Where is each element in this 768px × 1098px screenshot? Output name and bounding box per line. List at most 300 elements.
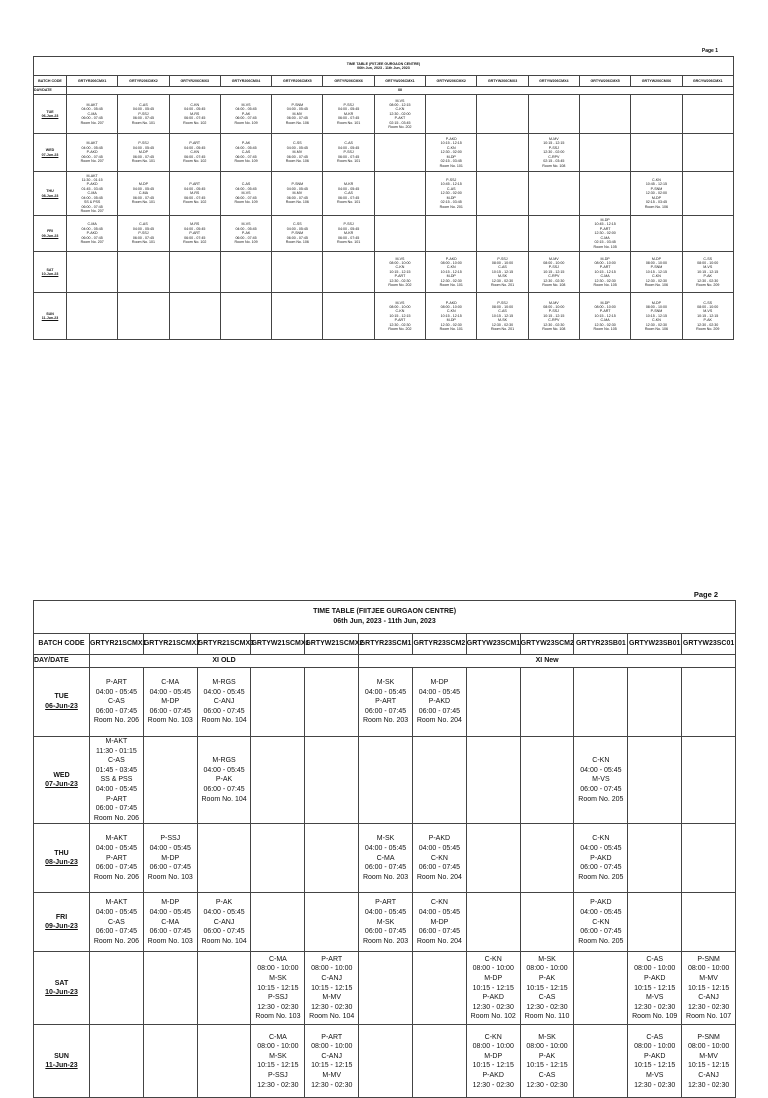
- schedule-line: M-MV: [292, 111, 303, 116]
- schedule-line: Room No. 202: [388, 327, 412, 332]
- schedule-cell: [359, 737, 413, 824]
- schedule-cell: [579, 216, 630, 252]
- schedule-cell: [520, 668, 574, 737]
- schedule-line: P-SNM: [291, 231, 304, 236]
- timetable-table: [33, 600, 736, 1098]
- day-date: 08-Jun-23: [45, 859, 78, 867]
- title-line-2: 06th Jun, 2023 - 11th Jun, 2023: [333, 618, 436, 625]
- schedule-line: 06:00 - 07:45: [235, 116, 257, 121]
- schedule-cell: [466, 1025, 520, 1098]
- schedule-line: 08:00 - 10:00: [389, 304, 411, 309]
- schedule-cell: [466, 668, 520, 737]
- schedule-line: C-MA: [600, 235, 610, 240]
- day-date: 08-Jun-23: [41, 193, 59, 198]
- day-cell: [34, 952, 90, 1025]
- schedule-line: Room No. 107: [686, 1013, 732, 1021]
- schedule-line: 12:30 - 02:30: [311, 1003, 353, 1011]
- table-row: [34, 216, 734, 252]
- schedule-line: C-KN: [446, 145, 456, 150]
- schedule-cell: [574, 1025, 628, 1098]
- schedule-cell: [682, 134, 733, 172]
- schedule-cell: [520, 893, 574, 952]
- schedule-line: 08:00 - 10:00: [472, 965, 514, 973]
- schedule-line: 10:15 - 12:15: [634, 984, 676, 992]
- title-line-1: TIME TABLE (FIITJEE GURGAON CENTRE): [313, 608, 457, 616]
- day-date-label: DAY/DATE: [34, 87, 67, 95]
- schedule-line: Room No. 106: [285, 120, 309, 125]
- schedule-line: C-SS: [703, 256, 713, 261]
- schedule-line: 06:00 - 07:45: [81, 235, 103, 240]
- group-label-left: XI OLD: [90, 655, 359, 668]
- schedule-line: C-AS: [108, 698, 125, 706]
- schedule-line: P-AKD: [445, 256, 457, 261]
- timetable-page-1: [0, 0, 768, 520]
- schedule-line: M-DP: [161, 698, 180, 706]
- timetable-page-2: [0, 590, 768, 1089]
- schedule-line: Room No. 209: [696, 283, 720, 288]
- schedule-cell: [477, 216, 528, 252]
- schedule-cell: [143, 893, 197, 952]
- day-date: 06-Jun-23: [45, 703, 78, 710]
- schedule-line: C-MA: [138, 191, 149, 196]
- schedule-line: 12:30 - 02:30: [594, 278, 616, 283]
- batch-code: GRTYR21SCMX1: [90, 634, 144, 655]
- schedule-line: M-VS: [645, 994, 664, 1002]
- schedule-line: C-KN: [484, 1033, 502, 1041]
- batch-code: GRTYW23SCM2: [520, 634, 574, 655]
- schedule-line: 06:00 - 07:45: [364, 864, 407, 872]
- day-name: SAT: [46, 267, 54, 272]
- schedule-cell: [272, 293, 323, 340]
- schedule-cell: [631, 172, 682, 216]
- schedule-line: Room No. 103: [255, 1013, 301, 1021]
- batch-code: GRCYW206CMX1: [682, 76, 733, 87]
- schedule-line: Room No. 201: [490, 283, 515, 288]
- schedule-line: 04:00 - 05:45: [580, 844, 622, 852]
- schedule-cell: [412, 737, 466, 824]
- schedule-line: C-RPV: [548, 318, 560, 323]
- schedule-line: 08:00 - 10:00: [687, 965, 730, 973]
- schedule-line: 08:00 - 10:00: [697, 260, 719, 265]
- schedule-cell: [374, 216, 425, 252]
- schedule-line: C-SS: [703, 300, 713, 305]
- schedule-line: M-DP: [651, 256, 661, 261]
- schedule-line: 04:00 - 05:45: [132, 107, 155, 112]
- schedule-line: P-AKD: [590, 854, 612, 862]
- schedule-cell: [197, 1025, 251, 1098]
- schedule-line: 10:15 - 12:15: [472, 984, 514, 992]
- schedule-cell: [90, 824, 144, 893]
- day-cell: [34, 668, 90, 737]
- schedule-line: 08:00 - 10:00: [687, 1043, 730, 1051]
- schedule-line: C-AS: [241, 182, 251, 187]
- schedule-line: 10:15 - 12:15: [645, 269, 667, 274]
- schedule-line: Room No. 205: [578, 937, 624, 945]
- batch-code: GRTYW23SCM1: [466, 634, 520, 655]
- schedule-cell: [90, 1025, 144, 1098]
- schedule-line: M-DP: [430, 679, 449, 687]
- schedule-line: 06:00 - 07:45: [184, 154, 206, 159]
- schedule-cell: [528, 95, 579, 134]
- schedule-cell: [251, 893, 305, 952]
- schedule-cell: [143, 737, 197, 824]
- schedule-cell: [412, 893, 466, 952]
- schedule-line: 06:00 - 07:45: [81, 204, 103, 209]
- schedule-line: 10:15 - 12:15: [687, 1062, 730, 1070]
- schedule-line: 04:00 - 05:45: [418, 908, 461, 916]
- day-cell: [34, 172, 67, 216]
- schedule-cell: [579, 95, 630, 134]
- group-label-right: XII: [67, 87, 734, 95]
- schedule-line: 06:00 - 07:45: [235, 235, 257, 240]
- schedule-line: 04:00 - 05:45: [149, 844, 191, 852]
- batch-code: GRTYW23SB01: [628, 634, 682, 655]
- schedule-line: 08:00 - 10:00: [697, 304, 719, 309]
- schedule-line: Room No. 203: [362, 937, 409, 945]
- schedule-cell: [682, 737, 736, 824]
- schedule-line: P-AKD: [643, 974, 666, 982]
- schedule-line: M-SK: [376, 835, 395, 843]
- schedule-line: C-MA: [87, 111, 97, 116]
- schedule-cell: [90, 737, 144, 824]
- schedule-line: 04:00 - 05:45: [235, 226, 257, 231]
- schedule-line: M-DP: [484, 1052, 503, 1060]
- schedule-line: P-ART: [375, 899, 396, 907]
- schedule-line: C-KN: [592, 918, 610, 926]
- schedule-line: 12:30 - 02:30: [491, 278, 514, 283]
- schedule-line: 12:30 - 02:00: [440, 191, 462, 196]
- schedule-line: 04:00 - 05:45: [338, 145, 360, 150]
- schedule-line: M-DP: [161, 899, 180, 907]
- schedule-line: 04:00 - 05:45: [149, 908, 191, 916]
- batch-code: GRTYR21SCMX3: [197, 634, 251, 655]
- schedule-line: 12:30 - 02:30: [257, 1081, 299, 1089]
- day-cell: [34, 737, 90, 824]
- schedule-line: 10:15 - 12:15: [440, 141, 462, 146]
- batch-code: GRTYW206CMX6: [631, 76, 682, 87]
- batch-code: GRTYR23SCM2: [412, 634, 466, 655]
- schedule-line: 04:00 - 05:45: [132, 226, 155, 231]
- schedule-line: 10:15 - 12:15: [687, 984, 730, 992]
- schedule-line: 08:00 - 12:15: [389, 102, 411, 107]
- schedule-line: P-AKD: [428, 835, 451, 843]
- schedule-line: 04:00 - 05:45: [81, 226, 103, 231]
- day-name: SAT: [54, 979, 69, 987]
- schedule-line: 04:00 - 05:45: [338, 226, 360, 231]
- batch-code-label: BATCH CODE: [34, 634, 90, 655]
- batch-code: GRTYW206CMX5: [579, 76, 630, 87]
- group-row: [34, 655, 736, 668]
- schedule-line: P-SNM: [291, 102, 304, 107]
- page-number: Page 2: [693, 590, 718, 599]
- schedule-line: 04:00 - 05:45: [95, 785, 138, 793]
- schedule-line: 08:00 - 10:00: [440, 260, 462, 265]
- schedule-cell: [359, 893, 413, 952]
- schedule-cell: [466, 737, 520, 824]
- page-number: Page 1: [701, 48, 718, 54]
- schedule-line: C-MA: [161, 918, 180, 926]
- schedule-line: 04:00 - 05:45: [81, 195, 103, 200]
- schedule-line: 08:00 - 10:00: [257, 1043, 299, 1051]
- schedule-line: P-ART: [394, 274, 406, 279]
- schedule-line: 08:00 - 10:00: [389, 260, 411, 265]
- schedule-line: P-AK: [538, 974, 556, 982]
- schedule-line: P-SSJ: [343, 102, 354, 107]
- schedule-line: C-AS: [108, 757, 125, 765]
- schedule-line: M-SK: [538, 955, 556, 963]
- schedule-line: 06:00 - 07:45: [235, 195, 257, 200]
- schedule-line: Room No. 109: [234, 240, 258, 245]
- schedule-line: 04:00 - 05:45: [364, 908, 407, 916]
- schedule-line: Room No. 102: [183, 200, 207, 205]
- schedule-line: Room No. 103: [147, 873, 193, 881]
- schedule-line: M-DP: [446, 274, 456, 279]
- schedule-cell: [272, 95, 323, 134]
- schedule-line: M-DP: [430, 918, 449, 926]
- schedule-line: Room No. 106: [285, 240, 309, 245]
- group-row: [34, 87, 734, 95]
- day-cell: [34, 252, 67, 293]
- schedule-line: 12:30 - 02:30: [491, 322, 514, 327]
- schedule-line: P-AKD: [482, 1071, 504, 1079]
- schedule-line: Room No. 101: [337, 120, 361, 125]
- schedule-line: C-AS: [108, 918, 125, 926]
- schedule-line: C-ANJ: [321, 1052, 343, 1060]
- schedule-line: 04:00 - 05:45: [235, 107, 257, 112]
- schedule-line: Room No. 108: [542, 163, 566, 168]
- schedule-line: 06:00 - 07:45: [286, 154, 308, 159]
- schedule-line: C-MA: [600, 318, 610, 323]
- schedule-line: Room No. 110: [524, 1013, 570, 1021]
- schedule-line: Room No. 101: [337, 240, 361, 245]
- table-row: [34, 824, 736, 893]
- schedule-cell: [628, 737, 682, 824]
- schedule-line: 08:00 - 10:00: [645, 260, 667, 265]
- schedule-line: P-SSJ: [497, 300, 508, 305]
- day-name: WED: [53, 771, 70, 779]
- schedule-line: C-MA: [161, 679, 180, 687]
- schedule-cell: [169, 134, 220, 172]
- schedule-line: Room No. 109: [234, 120, 258, 125]
- schedule-line: 06:00 - 07:45: [149, 864, 191, 872]
- schedule-line: 10:15 - 12:15: [526, 984, 568, 992]
- schedule-line: P-AK: [215, 899, 233, 907]
- schedule-line: 10:45 - 12:15: [440, 182, 462, 187]
- schedule-line: Room No. 104: [201, 937, 247, 945]
- schedule-line: P-SSJ: [138, 141, 149, 146]
- schedule-line: 06:00 - 07:45: [95, 707, 138, 715]
- schedule-line: 04:00 - 05:45: [81, 145, 103, 150]
- schedule-line: M-DP: [484, 974, 503, 982]
- schedule-cell: [374, 134, 425, 172]
- schedule-line: 12:30 - 02:30: [389, 278, 411, 283]
- schedule-cell: [305, 737, 359, 824]
- schedule-line: 01:45 - 03:45: [81, 186, 103, 191]
- schedule-line: P-SNM: [650, 265, 663, 270]
- schedule-line: 04:00 - 05:45: [132, 145, 155, 150]
- day-date: 07-Jun-23: [41, 152, 59, 157]
- schedule-line: Room No. 201: [490, 327, 515, 332]
- schedule-line: C-RPV: [548, 274, 560, 279]
- schedule-cell: [197, 824, 251, 893]
- schedule-cell: [628, 824, 682, 893]
- schedule-line: 06:00 - 07:45: [132, 195, 155, 200]
- schedule-cell: [412, 824, 466, 893]
- schedule-line: C-MA: [268, 1033, 287, 1041]
- schedule-line: P-SSJ: [446, 178, 457, 183]
- table-row: [34, 952, 736, 1025]
- schedule-line: 02:15 - 03:45: [440, 159, 462, 164]
- schedule-cell: [466, 893, 520, 952]
- schedule-line: 12:30 - 02:30: [697, 278, 719, 283]
- schedule-line: 04:00 - 05:45: [149, 688, 191, 696]
- batch-header-row: [34, 76, 734, 87]
- schedule-line: M-RGS: [212, 757, 236, 765]
- schedule-cell: [426, 252, 477, 293]
- day-cell: [34, 216, 67, 252]
- schedule-line: 08:00 - 10:00: [594, 304, 616, 309]
- schedule-line: 04:00 - 05:45: [184, 145, 206, 150]
- schedule-cell: [426, 293, 477, 340]
- day-name: THU: [54, 849, 69, 857]
- schedule-cell: [251, 952, 305, 1025]
- schedule-line: 12:30 - 02:30: [697, 322, 719, 327]
- schedule-line: 10:15 - 12:15: [645, 313, 667, 318]
- schedule-line: 02:15 - 03:45: [645, 200, 667, 205]
- schedule-cell: [631, 134, 682, 172]
- schedule-line: M-AKT: [105, 738, 128, 745]
- schedule-line: C-AS: [538, 1071, 556, 1079]
- schedule-line: C-AS: [498, 265, 507, 270]
- schedule-line: 06:00 - 07:45: [184, 235, 206, 240]
- schedule-line: Room No. 101: [439, 163, 463, 168]
- schedule-line: P-SSJ: [138, 231, 149, 236]
- schedule-cell: [251, 737, 305, 824]
- schedule-line: P-AK: [215, 776, 233, 784]
- schedule-line: 12:30 - 02:30: [645, 278, 667, 283]
- schedule-line: Room No. 109: [234, 200, 258, 205]
- schedule-line: M-MV: [699, 974, 718, 982]
- schedule-line: 10:15 - 12:15: [543, 313, 565, 318]
- schedule-line: 12:30 - 02:30: [594, 322, 616, 327]
- schedule-line: 06:00 - 07:45: [338, 195, 360, 200]
- batch-code: GRTYW23SC01: [682, 634, 736, 655]
- schedule-cell: [412, 668, 466, 737]
- schedule-cell: [374, 95, 425, 134]
- schedule-line: Room No. 101: [131, 240, 156, 245]
- batch-code: GRTYW206CMX2: [426, 76, 477, 87]
- schedule-cell: [682, 824, 736, 893]
- schedule-line: M-VS: [395, 256, 405, 261]
- schedule-line: 10:45 - 12:15: [645, 182, 667, 187]
- schedule-line: 08:00 - 10:00: [440, 304, 462, 309]
- schedule-cell: [143, 1025, 197, 1098]
- schedule-line: C-AS: [498, 309, 507, 314]
- schedule-cell: [579, 172, 630, 216]
- schedule-line: 04:00 - 05:45: [286, 145, 308, 150]
- schedule-line: P-SSJ: [548, 145, 559, 150]
- schedule-cell: [579, 252, 630, 293]
- schedule-line: P-ART: [189, 182, 201, 187]
- schedule-line: 08:00 - 10:00: [594, 260, 616, 265]
- day-date-label: DAY/DATE: [34, 655, 90, 668]
- schedule-line: 06:00 - 07:45: [184, 116, 206, 121]
- schedule-cell: [466, 952, 520, 1025]
- day-cell: [34, 293, 67, 340]
- schedule-line: 06:00 - 07:45: [184, 195, 206, 200]
- schedule-line: P-AK: [538, 1052, 556, 1060]
- schedule-line: 10:15 - 12:15: [472, 1062, 514, 1070]
- schedule-line: 06:00 - 07:45: [149, 707, 191, 715]
- schedule-line: Room No. 101: [337, 200, 361, 205]
- schedule-line: C-MA: [376, 854, 395, 862]
- schedule-line: C-KN: [484, 955, 502, 963]
- schedule-line: 08:00 - 10:00: [257, 965, 299, 973]
- table-title: [34, 601, 736, 634]
- group-label-right: XI New: [359, 655, 736, 668]
- schedule-line: 10:15 - 12:15: [697, 269, 719, 274]
- schedule-line: P-SNM: [697, 955, 720, 963]
- batch-code: GRTYR206CMX6: [323, 76, 374, 87]
- schedule-line: 04:00 - 05:45: [95, 908, 138, 916]
- schedule-line: P-AK: [241, 231, 251, 236]
- schedule-line: Room No. 103: [147, 717, 193, 725]
- schedule-line: C-AS: [344, 141, 353, 146]
- schedule-line: 04:00 - 05:45: [286, 186, 308, 191]
- day-date: 06-Jun-23: [41, 114, 59, 118]
- schedule-line: 06:00 - 07:45: [338, 154, 360, 159]
- day-cell: [34, 893, 90, 952]
- schedule-line: C-KN: [395, 265, 405, 270]
- schedule-line: P-SNM: [291, 182, 304, 187]
- schedule-line: 06:00 - 07:45: [338, 116, 360, 121]
- schedule-cell: [520, 737, 574, 824]
- schedule-line: M-AKT: [86, 141, 98, 146]
- schedule-line: 06:00 - 07:45: [132, 235, 155, 240]
- schedule-cell: [682, 893, 736, 952]
- schedule-cell: [426, 216, 477, 252]
- schedule-line: P-ART: [105, 795, 127, 803]
- schedule-line: Room No. 102: [470, 1013, 516, 1021]
- schedule-line: 06:00 - 07:45: [580, 928, 622, 936]
- schedule-cell: [323, 293, 374, 340]
- schedule-cell: [682, 216, 733, 252]
- schedule-line: P-ART: [599, 265, 611, 270]
- schedule-line: 08:00 - 10:00: [634, 965, 676, 973]
- schedule-line: M-SK: [538, 1033, 556, 1041]
- schedule-line: M-DP: [651, 300, 661, 305]
- schedule-line: 04:00 - 05:45: [132, 186, 155, 191]
- schedule-line: 12:30 - 02:30: [687, 1081, 730, 1089]
- schedule-line: 04:00 - 05:45: [184, 226, 206, 231]
- schedule-line: 01:45 - 03:45: [95, 766, 138, 774]
- table-row: [34, 293, 734, 340]
- schedule-line: 06:00 - 07:45: [286, 116, 308, 121]
- schedule-cell: [323, 172, 374, 216]
- schedule-line: M-DP: [600, 300, 610, 305]
- schedule-line: M-SK: [376, 679, 395, 687]
- schedule-line: 06:00 - 07:45: [81, 154, 103, 159]
- schedule-line: Room No. 102: [183, 159, 207, 164]
- schedule-line: 06:00 - 07:45: [81, 116, 103, 121]
- schedule-cell: [579, 293, 630, 340]
- schedule-line: 04:00 - 05:45: [418, 688, 461, 696]
- schedule-line: 04:00 - 05:45: [235, 186, 257, 191]
- schedule-line: 04:00 - 05:45: [203, 908, 245, 916]
- schedule-line: Room No. 106: [644, 204, 668, 209]
- schedule-line: 12:30 - 02:30: [472, 1081, 514, 1089]
- schedule-line: P-SSJ: [343, 150, 354, 155]
